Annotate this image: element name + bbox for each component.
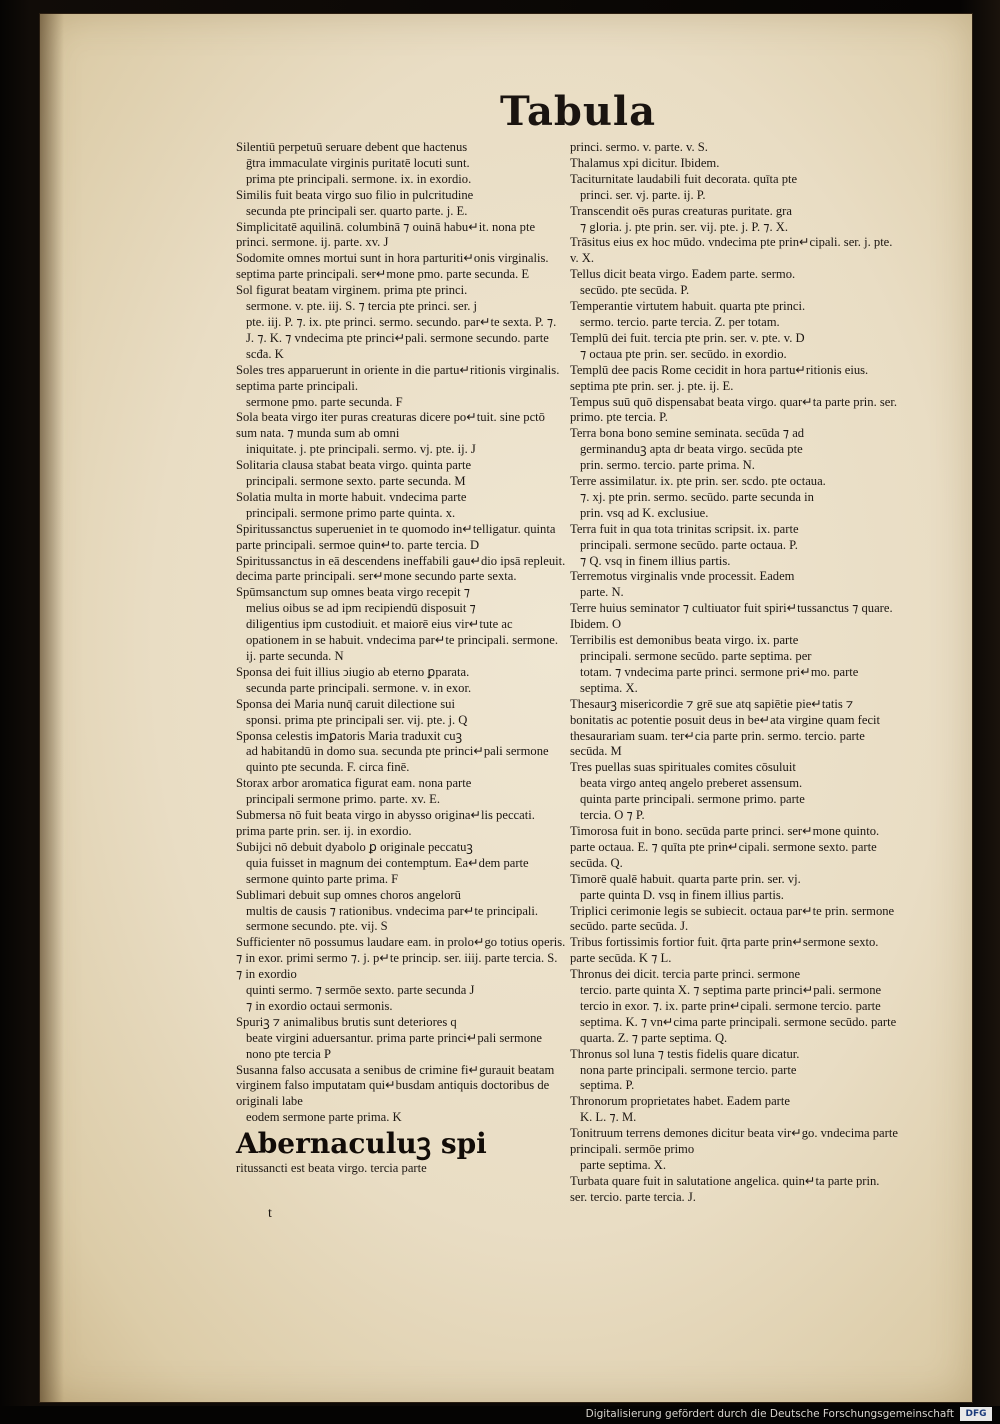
left-index-entry xyxy=(236,840,566,888)
entry-line: Terre huius seminator ⁊ cultiuator fuit spiri↵tussanctus ⁊ quare. Ibidem. O xyxy=(570,601,893,632)
entry-line: Solatia multa in morte habuit. vndecima parte xyxy=(236,489,467,504)
entry-line: Silentiū perpetuū seruare debent que hactenus xyxy=(236,140,468,154)
right-index-entry xyxy=(570,904,898,936)
right-index-entry xyxy=(570,569,898,601)
dfg-logo: DFG xyxy=(960,1407,992,1421)
entry-line: Transcendit oēs puras creaturas puritate. gra xyxy=(570,203,792,218)
entry-line: principali. sermone secūdo. parte septima. per xyxy=(580,649,812,663)
entry-line: quinti sermo. ⁊ sermōe sexto. parte secunda J xyxy=(246,983,475,998)
entry-line: Storax arbor aromatica figurat eam. nona parte xyxy=(236,776,472,791)
left-index-entry xyxy=(236,888,566,936)
entry-line: Thesaurꝫ misericordie ⁊ grē sue atq sapiētie pie↵tatis ⁊ bonitatis ac potentie posuit deus in be↵ata virgine quam fecit thesaurariam suam. ter↵cia parte prin. sermo. tercio. parte secūda. M xyxy=(570,696,881,759)
entry-line: Timorosa fuit in bono. secūda parte princi. ser↵mone quinto. parte octaua. E. ⁊ quīta pte prin↵cipali. sermone sexto. parte secūda. Q. xyxy=(570,823,880,870)
entry-line: ⁊ in exordio octaui sermonis. xyxy=(246,998,393,1013)
entry-line: Trāsitus eius ex hoc mūdo. vndecima pte prin↵cipali. ser. j. pte. v. X. xyxy=(570,235,893,266)
entry-line: Templū dee pacis Rome cecidit in hora partu↵ritionis eius. septima pte prin. ser. j. pte. ij. E. xyxy=(570,362,869,393)
entry-line: Spūmsanctum sup omnes beata virgo recepit ⁊ xyxy=(236,585,471,600)
left-column xyxy=(236,140,566,1176)
entry-line: Sol figurat beatam virginem. prima pte princi. xyxy=(236,283,468,298)
entry-line: parte quinta D. vsq in finem illius partis. xyxy=(580,887,784,902)
entry-line: Tellus dicit beata virgo. Eadem parte. sermo. xyxy=(570,267,796,282)
entry-line: Sola beata virgo iter puras creaturas dicere po↵tuit. sine pctō sum nata. ⁊ munda sum ab omni xyxy=(236,410,545,441)
left-index-entry xyxy=(236,522,566,554)
entry-line: K. L. ⁊. M. xyxy=(580,1110,637,1125)
right-index-entry xyxy=(570,426,898,474)
entry-line: secunda pte principali ser. quarto parte. j. E. xyxy=(246,203,468,218)
entry-line: germinanduꝫ apta dr beata virgo. secūda pte xyxy=(580,442,803,457)
left-index-entry xyxy=(236,140,566,188)
entry-line: princi. sermo. v. parte. v. S. xyxy=(570,140,708,154)
entry-line: prin. sermo. tercio. parte prima. N. xyxy=(580,458,755,473)
entry-line: tercio. parte quinta X. ⁊ septima parte princi↵pali. sermone tercio in exor. ⁊. ix. parte prin↵cipali. sermone tercio. parte septima. K. ⁊ vn↵cima parte principali. sermone secūdo. parte xyxy=(580,983,897,1029)
right-index-entry xyxy=(570,935,898,967)
left-index-entry xyxy=(236,1015,566,1063)
entry-line: tercia. O ⁊ P. xyxy=(580,808,645,823)
left-index-entry xyxy=(236,1063,566,1127)
entry-line: Taciturnitate laudabili fuit decorata. quīta pte xyxy=(570,171,798,186)
entry-line: Thalamus xpi dicitur. Ibidem. xyxy=(570,155,720,170)
right-index-entry xyxy=(570,474,898,522)
right-index-entry xyxy=(570,1047,898,1095)
left-index-entry xyxy=(236,220,566,252)
entry-line: beate virgini aduersantur. prima parte princi↵pali sermone nono pte tercia P xyxy=(246,1030,543,1061)
left-index-entry xyxy=(236,935,566,1015)
entry-line: Tres puellas suas spirituales comites cōsuluit xyxy=(570,760,796,775)
entry-line: ḡtra immaculate virginis puritatē locuti sunt. xyxy=(246,155,470,170)
entry-line: Terremotus virginalis vnde processit. Eadem xyxy=(570,569,795,584)
entry-line: ⁊ Q. vsq in finem illius partis. xyxy=(580,553,731,568)
entry-line: ad habitandū in domo sua. secunda pte princi↵pali sermone quinto pte secunda. F. circa finē. xyxy=(246,744,549,775)
left-index-entry xyxy=(236,776,566,808)
right-index-entry xyxy=(570,331,898,363)
left-index-entry xyxy=(236,554,566,586)
running-head: Tabula xyxy=(500,88,657,135)
entry-line: sermone pmo. parte secunda. F xyxy=(246,394,403,409)
section-heading-tail: ritussancti est beata virgo. tercia parte xyxy=(236,1161,427,1176)
entry-line: Temperantie virtutem habuit. quarta pte princi. xyxy=(570,299,806,314)
left-index-entry xyxy=(236,808,566,840)
entry-line: principali. sermone primo parte quinta. x. xyxy=(246,505,456,520)
entry-line: Terra bona bono semine seminata. secūda ⁊ ad xyxy=(570,426,805,441)
entry-line: secūdo. pte secūda. P. xyxy=(580,283,690,298)
entry-line: Solitaria clausa stabat beata virgo. quinta parte xyxy=(236,458,472,473)
entry-line: septima. P. xyxy=(580,1078,635,1093)
right-index-entry xyxy=(570,633,898,697)
entry-line: Sodomite omnes mortui sunt in hora parturiti↵onis virginalis. septima parte principali. ser↵mone pmo. parte secunda. E xyxy=(236,251,549,282)
entry-line: sponsi. prima pte principali ser. vij. pte. j. Q xyxy=(246,712,468,727)
left-index-entry xyxy=(236,585,566,665)
right-index-entry xyxy=(570,204,898,236)
entry-line: principali. sermone sexto. parte secunda. M xyxy=(246,474,466,489)
right-index-entry xyxy=(570,601,898,633)
right-index-entry xyxy=(570,522,898,570)
entry-line: multis de causis ⁊ rationibus. vndecima par↵te principali. sermone secundo. pte. vij. S xyxy=(246,903,539,934)
right-index-entry xyxy=(570,967,898,1047)
left-index-entry xyxy=(236,283,566,363)
right-index-entry xyxy=(570,1174,898,1206)
right-index-entry xyxy=(570,235,898,267)
entry-line: Tonitruum terrens demones dicitur beata vir↵go. vndecima parte principali. sermōe primo xyxy=(570,1126,898,1157)
entry-line: Simplicitatē aquilinā. columbinā ⁊ ouinā habu↵it. nona pte princi. sermone. ij. parte. xv. J xyxy=(236,219,536,250)
right-index-entry xyxy=(570,697,898,761)
entry-line: secunda parte principali. sermone. v. in exor. xyxy=(246,680,472,695)
entry-line: quarta. Z. ⁊ parte septima. Q. xyxy=(580,1030,728,1045)
entry-line: Sponsa dei Maria nunq̄ caruit dilectione sui xyxy=(236,696,455,711)
entry-line: Timorē qualē habuit. quarta parte prin. ser. vj. xyxy=(570,871,801,886)
entry-line: totam. ⁊ vndecima parte princi. sermone pri↵mo. parte septima. X. xyxy=(580,664,859,695)
entry-line: Soles tres apparuerunt in oriente in die partu↵ritionis virginalis. septima parte principali. xyxy=(236,362,560,393)
entry-line: beata virgo anteq angelo preberet assensum. xyxy=(580,776,803,791)
left-index-entry xyxy=(236,251,566,283)
entry-line: principali. sermone secūdo. parte octaua. P. xyxy=(580,537,798,552)
entry-line: Terre assimilatur. ix. pte prin. ser. scdo. pte octaua. xyxy=(570,474,826,489)
entry-line: pte. iij. P. ⁊. ix. pte princi. sermo. secundo. par↵te sexta. P. ⁊. J. ⁊. K. ⁊ vndecima pte princi↵pali. sermone secundo. parte scđa. K xyxy=(246,314,557,361)
right-index-entry xyxy=(570,1094,898,1126)
right-index-entry xyxy=(570,1126,898,1174)
right-index-entry xyxy=(570,760,898,824)
entry-line: parte. N. xyxy=(580,585,624,600)
entry-line: Terribilis est demonibus beata virgo. ix. parte xyxy=(570,633,799,648)
entry-line: Turbata quare fuit in salutatione angelica. quin↵ta parte prin. ser. tercio. parte tercia. J. xyxy=(570,1173,880,1204)
entry-line: Spiritussanctus in eā descendens ineffabili gau↵dio ipsā repleuit. decima parte principali. ser↵mone secundo parte sexta. xyxy=(236,553,566,584)
entry-line: Tribus fortissimis fortior fuit. q̄rta parte prin↵sermone sexto. parte secūda. K ⁊ L. xyxy=(570,935,879,966)
right-column xyxy=(570,140,898,1206)
right-index-entry xyxy=(570,172,898,204)
left-index-entry xyxy=(236,458,566,490)
entry-line: nona parte principali. sermone tercio. parte xyxy=(580,1062,797,1077)
entry-line: quia fuisset in magnum dei contemptum. Ea↵dem parte sermone quinto parte prima. F xyxy=(246,855,529,886)
entry-line: Spuriꝫ ⁊ animalibus brutis sunt deteriores q xyxy=(236,1014,457,1029)
entry-line: princi. ser. vj. parte. ij. P. xyxy=(580,187,706,202)
right-index-entry xyxy=(570,824,898,872)
entry-line: melius oibus se ad ipm recipiendū disposuit ⁊ xyxy=(246,601,476,616)
left-index-entry xyxy=(236,188,566,220)
entry-line: ⁊. xj. pte prin. sermo. secūdo. parte secunda in xyxy=(580,489,814,504)
entry-line: Triplici cerimonie legis se subiecit. octaua par↵te prin. sermone secūdo. parte secūda. J. xyxy=(570,903,895,934)
entry-line: eodem sermone parte prima. K xyxy=(246,1110,402,1125)
entry-line: Terra fuit in qua tota trinitas scripsit. ix. parte xyxy=(570,521,799,536)
entry-line: Susanna falso accusata a senibus de crimine fi↵gurauit beatam virginem falso imputatam qui↵busdam antiquis doctoribus de originali labe xyxy=(236,1062,555,1109)
entry-line: Sponsa dei fuit illius ↄiugio ab eterno ꝑparata. xyxy=(236,664,470,679)
entry-line: Sufficienter nō possumus laudare eam. in prolo↵go totius operis. ⁊ in exor. primi sermo ⁊. j. p↵te princip. ser. iiij. parte tercia. S. ⁊ in exordio xyxy=(236,935,566,982)
entry-line: Templū dei fuit. tercia pte prin. ser. v. pte. v. D xyxy=(570,330,805,345)
entry-line: prin. vsq ad K. exclusiue. xyxy=(580,505,709,520)
entry-line: Spiritussanctus superueniet in te quomodo in↵telligatur. quinta parte principali. sermoe quin↵to. parte tercia. D xyxy=(236,521,556,552)
right-index-entry xyxy=(570,395,898,427)
right-index-entry xyxy=(570,267,898,299)
folio-mark: t xyxy=(268,1206,272,1221)
entry-line: ⁊ octaua pte prin. ser. secūdo. in exordio. xyxy=(580,346,787,361)
entry-line: Submersa nō fuit beata virgo in abysso origina↵lis peccati. prima parte prin. ser. ij. in exordio. xyxy=(236,808,535,838)
left-index-entry xyxy=(236,665,566,697)
entry-line: sermone. v. pte. iij. S. ⁊ tercia pte princi. ser. j xyxy=(246,299,478,314)
entry-line: Tempus suū quō dispensabat beata virgo. quar↵ta parte prin. ser. primo. pte tercia. P. xyxy=(570,394,897,425)
entry-line: diligentius ipm custodiuit. et maiorē eius vir↵tute ac opationem in se habuit. vndecima par↵te principali. sermone. ij. parte secunda. N xyxy=(246,617,559,663)
right-index-entry xyxy=(570,363,898,395)
left-index-entry xyxy=(236,410,566,458)
entry-line: principali sermone primo. parte. xv. E. xyxy=(246,792,440,807)
entry-line: Subijci nō debuit dyabolo ꝑ originale peccatuꝫ xyxy=(236,839,473,854)
entry-line: parte septima. X. xyxy=(580,1158,667,1172)
left-index-entry xyxy=(236,729,566,777)
entry-line: Thronorum proprietates habet. Eadem parte xyxy=(570,1094,790,1109)
left-index-entry xyxy=(236,490,566,522)
entry-line: Similis fuit beata virgo suo filio in pulcritudine xyxy=(236,187,474,202)
right-index-entry xyxy=(570,156,898,172)
left-index-entry xyxy=(236,697,566,729)
section-initial-heading: Abernaculuꝫ spi xyxy=(236,1127,487,1161)
entry-line: Thronus sol luna ⁊ testis fidelis quare dicatur. xyxy=(570,1046,800,1061)
entry-line: Sublimari debuit sup omnes choros angelorū xyxy=(236,887,461,902)
entry-line: Thronus dei dicit. tercia parte princi. sermone xyxy=(570,967,801,982)
left-index-entry xyxy=(236,363,566,411)
right-index-entry xyxy=(570,872,898,904)
entry-line: sermo. tercio. parte tercia. Z. per totam. xyxy=(580,314,780,329)
entry-line: quinta parte principali. sermone primo. parte xyxy=(580,792,805,807)
entry-line: iniquitate. j. pte principali. sermo. vj. pte. ij. J xyxy=(246,442,476,457)
entry-line: prima pte principali. sermone. ix. in exordio. xyxy=(246,171,472,186)
right-index-entry xyxy=(570,140,898,156)
right-index-entry xyxy=(570,299,898,331)
footer-credit: Digitalisierung gefördert durch die Deutsche Forschungsgemeinschaft xyxy=(585,1408,954,1420)
entry-line: Sponsa celestis imꝑatoris Maria traduxit cuꝫ xyxy=(236,728,463,743)
entry-line: ⁊ gloria. j. pte prin. ser. vij. pte. j. P. ⁊. X. xyxy=(580,219,789,234)
